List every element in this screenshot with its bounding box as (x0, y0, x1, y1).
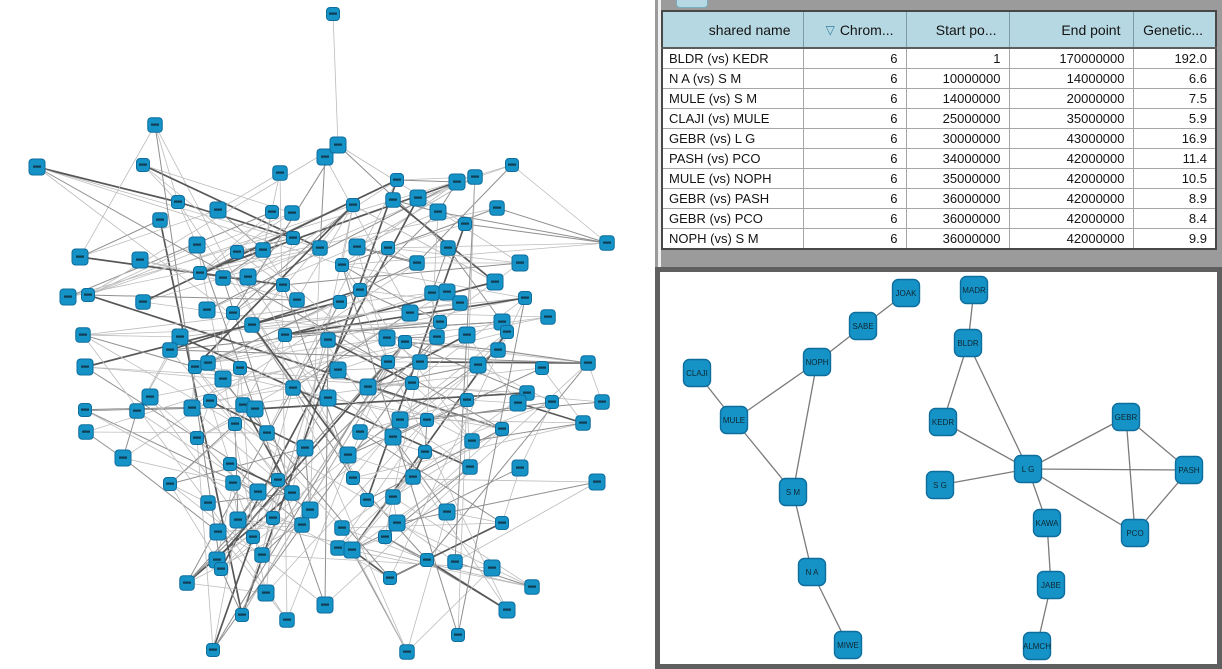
cell-value[interactable]: 1 (906, 48, 1009, 69)
table-row[interactable] (662, 69, 1216, 89)
subnetwork-node-label: NOPH (805, 357, 829, 367)
subnetwork-node-label: JOAK (895, 288, 917, 298)
cell-value[interactable]: 14000000 (1009, 69, 1133, 89)
network-node[interactable] (465, 434, 480, 449)
cell-value[interactable]: 34000000 (906, 149, 1009, 169)
network-edge (455, 482, 597, 562)
column-header-end-point[interactable] (1009, 11, 1133, 48)
network-node[interactable] (327, 8, 340, 21)
network-node[interactable] (536, 362, 549, 375)
cell-value[interactable]: 6 (803, 69, 906, 89)
subnetwork-edge-BLDR-LG[interactable] (968, 343, 1028, 469)
network-node[interactable] (347, 199, 360, 212)
network-edge (368, 387, 502, 429)
cell-value[interactable]: 30000000 (906, 129, 1009, 149)
network-node[interactable] (137, 159, 150, 172)
cell-value[interactable]: 42000000 (1009, 209, 1133, 229)
network-edge (407, 568, 492, 652)
network-node[interactable] (184, 400, 200, 416)
cell-value[interactable]: 6 (803, 129, 906, 149)
network-node[interactable] (330, 137, 346, 153)
network-node[interactable] (231, 246, 244, 259)
network-node[interactable] (142, 389, 158, 405)
subnetwork-node-LG[interactable] (1015, 456, 1042, 483)
network-edge (520, 402, 552, 468)
cell-shared-name[interactable]: NOPH (vs) S M (662, 229, 803, 250)
subnetwork-edge-GEBR-LG[interactable] (1028, 417, 1126, 469)
network-node[interactable] (347, 472, 360, 485)
network-node[interactable] (280, 613, 295, 628)
network-node[interactable] (290, 293, 305, 308)
network-node[interactable] (389, 515, 405, 531)
network-node[interactable] (487, 274, 503, 290)
network-node[interactable] (386, 193, 401, 208)
network-node[interactable] (382, 356, 395, 369)
subnetwork-node-label: CLAJI (686, 368, 708, 378)
column-header-label: Genetic... (1143, 21, 1203, 38)
column-header-label: shared name (708, 21, 791, 38)
cell-value[interactable]: 42000000 (1009, 149, 1133, 169)
subnetwork-node-label: MULE (722, 415, 746, 425)
network-node[interactable] (385, 429, 401, 445)
network-node[interactable] (277, 279, 290, 292)
network-node[interactable] (400, 645, 415, 660)
network-node[interactable] (340, 447, 356, 463)
subnetwork-node-label: N A (805, 567, 819, 577)
network-node[interactable] (240, 269, 256, 285)
cell-shared-name[interactable]: MULE (vs) S M (662, 89, 803, 109)
network-node[interactable] (421, 414, 434, 427)
cell-value[interactable]: 170000000 (1009, 48, 1133, 69)
table-row[interactable] (662, 169, 1216, 189)
network-node[interactable] (172, 196, 185, 209)
cell-value[interactable]: 6 (803, 169, 906, 189)
network-edge (88, 145, 338, 295)
cell-value[interactable]: 8.4 (1133, 209, 1216, 229)
network-node[interactable] (391, 174, 404, 187)
cell-value[interactable]: 10.5 (1133, 169, 1216, 189)
subnetwork-node-label: MADR (962, 285, 986, 295)
network-node[interactable] (285, 486, 300, 501)
network-node[interactable] (589, 474, 605, 490)
cell-shared-name[interactable]: GEBR (vs) PASH (662, 189, 803, 209)
network-node[interactable] (406, 377, 419, 390)
cell-value[interactable]: 42000000 (1009, 189, 1133, 209)
network-node[interactable] (360, 379, 376, 395)
network-node[interactable] (255, 548, 270, 563)
network-node[interactable] (576, 416, 591, 431)
network-node[interactable] (199, 302, 215, 318)
network-node[interactable] (439, 504, 455, 520)
network-edge (342, 393, 527, 528)
cell-value[interactable]: 9.9 (1133, 229, 1216, 250)
subnetwork-node-ALMCH[interactable] (1023, 633, 1051, 660)
network-node[interactable] (29, 159, 45, 175)
network-node[interactable] (272, 474, 285, 487)
network-node[interactable] (519, 292, 532, 305)
cell-shared-name[interactable]: GEBR (vs) L G (662, 129, 803, 149)
network-node[interactable] (361, 494, 374, 507)
subnetwork-node-label: KAWA (1035, 518, 1059, 528)
network-node[interactable] (77, 359, 93, 375)
column-header-label: End point (1061, 21, 1121, 38)
subnetwork-panel[interactable] (655, 267, 1222, 669)
network-node[interactable] (384, 572, 397, 585)
network-node[interactable] (258, 585, 274, 601)
network-node[interactable] (600, 236, 615, 251)
network-node[interactable] (490, 201, 505, 216)
network-node[interactable] (76, 328, 91, 343)
network-node[interactable] (201, 496, 216, 511)
network-node[interactable] (216, 271, 231, 286)
network-node[interactable] (266, 206, 279, 219)
network-node[interactable] (215, 371, 231, 387)
table-row[interactable] (662, 89, 1216, 109)
network-node[interactable] (336, 259, 349, 272)
network-node[interactable] (496, 517, 509, 530)
network-node[interactable] (295, 518, 310, 533)
network-node[interactable] (419, 446, 432, 459)
network-node[interactable] (468, 170, 483, 185)
network-node[interactable] (421, 554, 434, 567)
network-node[interactable] (180, 576, 195, 591)
filter-funnel-icon: ▽ (825, 22, 835, 37)
network-node[interactable] (60, 289, 76, 305)
cell-value[interactable]: 10000000 (906, 69, 1009, 89)
network-node[interactable] (410, 190, 426, 206)
network-node[interactable] (201, 356, 216, 371)
network-edge (512, 165, 607, 243)
network-node[interactable] (354, 284, 367, 297)
subnetwork-node-label: GEBR (1114, 412, 1138, 422)
network-node[interactable] (353, 425, 368, 440)
network-node[interactable] (595, 395, 610, 410)
cell-value[interactable]: 6 (803, 209, 906, 229)
network-node[interactable] (82, 289, 95, 302)
network-node[interactable] (461, 394, 474, 407)
network-node[interactable] (245, 318, 260, 333)
network-node[interactable] (382, 242, 395, 255)
cell-shared-name[interactable]: MULE (vs) NOPH (662, 169, 803, 189)
network-node[interactable] (449, 174, 465, 190)
network-node[interactable] (410, 256, 425, 271)
subnetwork-node-JABE[interactable] (1038, 572, 1065, 599)
table-row[interactable] (662, 229, 1216, 250)
network-edge (338, 477, 413, 548)
network-node[interactable] (430, 330, 445, 345)
network-node[interactable] (320, 390, 336, 406)
table-row[interactable] (662, 189, 1216, 209)
subnetwork-node-SG[interactable] (927, 472, 954, 499)
network-node[interactable] (191, 432, 204, 445)
network-node[interactable] (379, 330, 395, 346)
subnetwork-node-label: S G (933, 480, 947, 490)
network-node[interactable] (267, 512, 280, 525)
network-node[interactable] (402, 305, 418, 321)
network-node[interactable] (189, 237, 205, 253)
network-node[interactable] (313, 241, 328, 256)
network-node[interactable] (204, 395, 217, 408)
subnetwork-node-label: JABE (1040, 580, 1062, 590)
cell-shared-name[interactable]: CLAJI (vs) MULE (662, 109, 803, 129)
cell-value[interactable]: 25000000 (906, 109, 1009, 129)
network-node[interactable] (406, 470, 421, 485)
cell-value[interactable]: 43000000 (1009, 129, 1133, 149)
network-node[interactable] (279, 329, 292, 342)
column-header-genetic-[interactable] (1133, 11, 1216, 48)
network-node[interactable] (506, 159, 519, 172)
column-header-shared-name[interactable] (662, 11, 803, 48)
network-edge (195, 367, 342, 528)
network-node[interactable] (413, 355, 428, 370)
column-header-label: Start po... (935, 21, 997, 38)
network-node[interactable] (525, 580, 540, 595)
network-node[interactable] (273, 166, 288, 181)
subnetwork-node-KEDR[interactable] (930, 409, 957, 436)
network-node[interactable] (247, 401, 263, 417)
network-edge (218, 173, 280, 210)
network-node[interactable] (236, 609, 249, 622)
network-node[interactable] (459, 327, 475, 343)
network-node[interactable] (441, 241, 456, 256)
subnetwork-node-MULE[interactable] (721, 407, 748, 434)
network-node[interactable] (210, 202, 226, 218)
network-node[interactable] (335, 521, 350, 536)
network-node[interactable] (250, 484, 266, 500)
network-node[interactable] (546, 396, 559, 409)
network-node[interactable] (491, 343, 506, 358)
network-edge (353, 478, 597, 482)
subnetwork-node-GEBR[interactable] (1113, 404, 1140, 431)
subnetwork-node-PCO[interactable] (1122, 520, 1149, 547)
cell-value[interactable]: 16.9 (1133, 129, 1216, 149)
network-node[interactable] (510, 395, 526, 411)
network-edge (472, 423, 583, 441)
cell-shared-name[interactable]: BLDR (vs) KEDR (662, 48, 803, 69)
table-row[interactable] (662, 129, 1216, 149)
network-node[interactable] (321, 333, 336, 348)
subnetwork-edge-LG-PASH[interactable] (1028, 469, 1189, 470)
network-node[interactable] (501, 326, 514, 339)
network-node[interactable] (164, 478, 177, 491)
subnetwork-node-BLDR[interactable] (955, 330, 982, 357)
network-node[interactable] (448, 555, 463, 570)
network-node[interactable] (136, 295, 151, 310)
network-node[interactable] (463, 460, 478, 475)
network-edge (83, 335, 180, 337)
network-node[interactable] (224, 458, 237, 471)
subnetwork-node-label: MIWE (837, 640, 859, 650)
network-node[interactable] (434, 316, 447, 329)
network-node[interactable] (153, 213, 168, 228)
network-node[interactable] (399, 336, 412, 349)
subnetwork-node-NA[interactable] (799, 559, 826, 586)
network-node[interactable] (541, 310, 556, 325)
network-node[interactable] (256, 243, 271, 258)
cell-value[interactable]: 14000000 (906, 89, 1009, 109)
network-node[interactable] (132, 252, 148, 268)
cell-value[interactable]: 36000000 (906, 189, 1009, 209)
cell-value[interactable]: 42000000 (1009, 169, 1133, 189)
network-node[interactable] (194, 267, 207, 280)
network-node[interactable] (331, 541, 346, 556)
network-node[interactable] (72, 249, 88, 265)
cell-value[interactable]: 35000000 (1009, 109, 1133, 129)
cell-value[interactable]: 42000000 (1009, 229, 1133, 250)
cell-value[interactable]: 6.6 (1133, 69, 1216, 89)
table-row[interactable] (662, 149, 1216, 169)
cell-value[interactable]: 36000000 (906, 209, 1009, 229)
network-node[interactable] (392, 412, 408, 428)
network-edge (86, 432, 267, 433)
subnetwork-node-SABE[interactable] (850, 313, 877, 340)
subnetwork-node-PASH[interactable] (1176, 457, 1203, 484)
network-edge (187, 583, 266, 593)
cell-value[interactable]: 5.9 (1133, 109, 1216, 129)
cell-shared-name[interactable]: PASH (vs) PCO (662, 149, 803, 169)
subnetwork-edge-GEBR-PCO[interactable] (1126, 417, 1135, 533)
network-node[interactable] (430, 204, 446, 220)
subnetwork-node-CLAJI[interactable] (684, 360, 711, 387)
table-row[interactable] (662, 109, 1216, 129)
edge-attribute-table (661, 10, 1217, 250)
column-header-start-po-[interactable] (906, 11, 1009, 48)
network-node[interactable] (425, 286, 440, 301)
network-node[interactable] (512, 460, 528, 476)
network-node[interactable] (230, 512, 246, 528)
network-edge (465, 224, 607, 243)
network-node[interactable] (484, 560, 500, 576)
network-node[interactable] (349, 239, 365, 255)
network-edge (248, 177, 475, 277)
cell-value[interactable]: 6 (803, 229, 906, 250)
network-node[interactable] (297, 440, 313, 456)
network-node[interactable] (285, 206, 300, 221)
network-node[interactable] (163, 343, 178, 358)
cell-value[interactable]: 6 (803, 48, 906, 69)
column-header-label: Chrom... (839, 21, 894, 38)
network-node[interactable] (234, 362, 247, 375)
network-node[interactable] (344, 542, 360, 558)
subnetwork-node-MADR[interactable] (961, 277, 988, 304)
network-node[interactable] (512, 255, 528, 271)
cell-value[interactable]: 6 (803, 189, 906, 209)
subnetwork-node-NOPH[interactable] (804, 349, 831, 376)
network-node[interactable] (207, 644, 220, 657)
cell-value[interactable]: 7.5 (1133, 89, 1216, 109)
cell-shared-name[interactable]: N A (vs) S M (662, 69, 803, 89)
table-panel (655, 0, 1222, 267)
network-node[interactable] (189, 361, 202, 374)
cell-value[interactable]: 8.9 (1133, 189, 1216, 209)
network-node[interactable] (229, 418, 242, 431)
network-node[interactable] (227, 307, 240, 320)
network-edge (397, 180, 457, 182)
subnetwork-node-label: S M (785, 487, 801, 497)
subnetwork-node-label: L G (1021, 464, 1035, 474)
network-node[interactable] (130, 404, 145, 419)
network-node[interactable] (496, 423, 509, 436)
network-node[interactable] (302, 502, 318, 518)
cell-value[interactable]: 11.4 (1133, 149, 1216, 169)
network-edge (342, 523, 502, 528)
cell-value[interactable]: 6 (803, 89, 906, 109)
network-node[interactable] (386, 490, 401, 505)
network-node[interactable] (79, 425, 94, 440)
network-node[interactable] (148, 118, 163, 133)
network-node[interactable] (317, 597, 333, 613)
subnetwork-node-label: SABE (852, 321, 874, 331)
network-node[interactable] (470, 357, 486, 373)
cell-value[interactable]: 20000000 (1009, 89, 1133, 109)
network-node[interactable] (330, 362, 346, 378)
table-row[interactable] (662, 209, 1216, 229)
subnetwork-node-label: ALMCH (1022, 641, 1052, 651)
subnetwork-node-label: KEDR (931, 417, 955, 427)
cell-value[interactable]: 36000000 (906, 229, 1009, 250)
network-node[interactable] (260, 426, 275, 441)
cell-value[interactable]: 35000000 (906, 169, 1009, 189)
subnetwork-node-label: PCO (1126, 528, 1144, 538)
network-node[interactable] (452, 629, 465, 642)
table-header-row (662, 11, 1216, 48)
network-node[interactable] (286, 381, 301, 396)
network-edge (80, 125, 155, 257)
cell-value[interactable]: 6 (803, 109, 906, 129)
network-node[interactable] (334, 296, 347, 309)
network-node[interactable] (287, 232, 300, 245)
network-node[interactable] (499, 602, 515, 618)
cell-shared-name[interactable]: GEBR (vs) PCO (662, 209, 803, 229)
network-node[interactable] (453, 296, 468, 311)
subnetwork-node-KAWA[interactable] (1034, 510, 1061, 537)
network-node[interactable] (210, 524, 226, 540)
table-tab-sliver[interactable] (676, 0, 708, 8)
network-node[interactable] (115, 450, 131, 466)
network-node[interactable] (581, 356, 596, 371)
subnetwork-node-MIWE[interactable] (835, 632, 862, 659)
subnetwork-node-JOAK[interactable] (893, 280, 920, 307)
network-node[interactable] (79, 404, 92, 417)
subnetwork-edge-NOPH-SM[interactable] (793, 362, 817, 492)
network-edge (333, 14, 338, 145)
cell-value[interactable]: 6 (803, 149, 906, 169)
network-node[interactable] (226, 476, 241, 491)
subnetwork-node-label: BLDR (957, 338, 979, 348)
network-node[interactable] (247, 531, 260, 544)
subnetwork-node-SM[interactable] (780, 479, 807, 506)
subnetwork-node-label: PASH (1178, 465, 1200, 475)
cell-value[interactable]: 192.0 (1133, 48, 1216, 69)
table-body (662, 48, 1216, 249)
subnetwork-canvas[interactable] (660, 272, 1217, 664)
table-row[interactable] (662, 48, 1216, 69)
column-header-chrom-[interactable] (803, 11, 906, 48)
network-node[interactable] (215, 563, 228, 576)
network-node[interactable] (459, 218, 472, 231)
network-node[interactable] (379, 531, 392, 544)
